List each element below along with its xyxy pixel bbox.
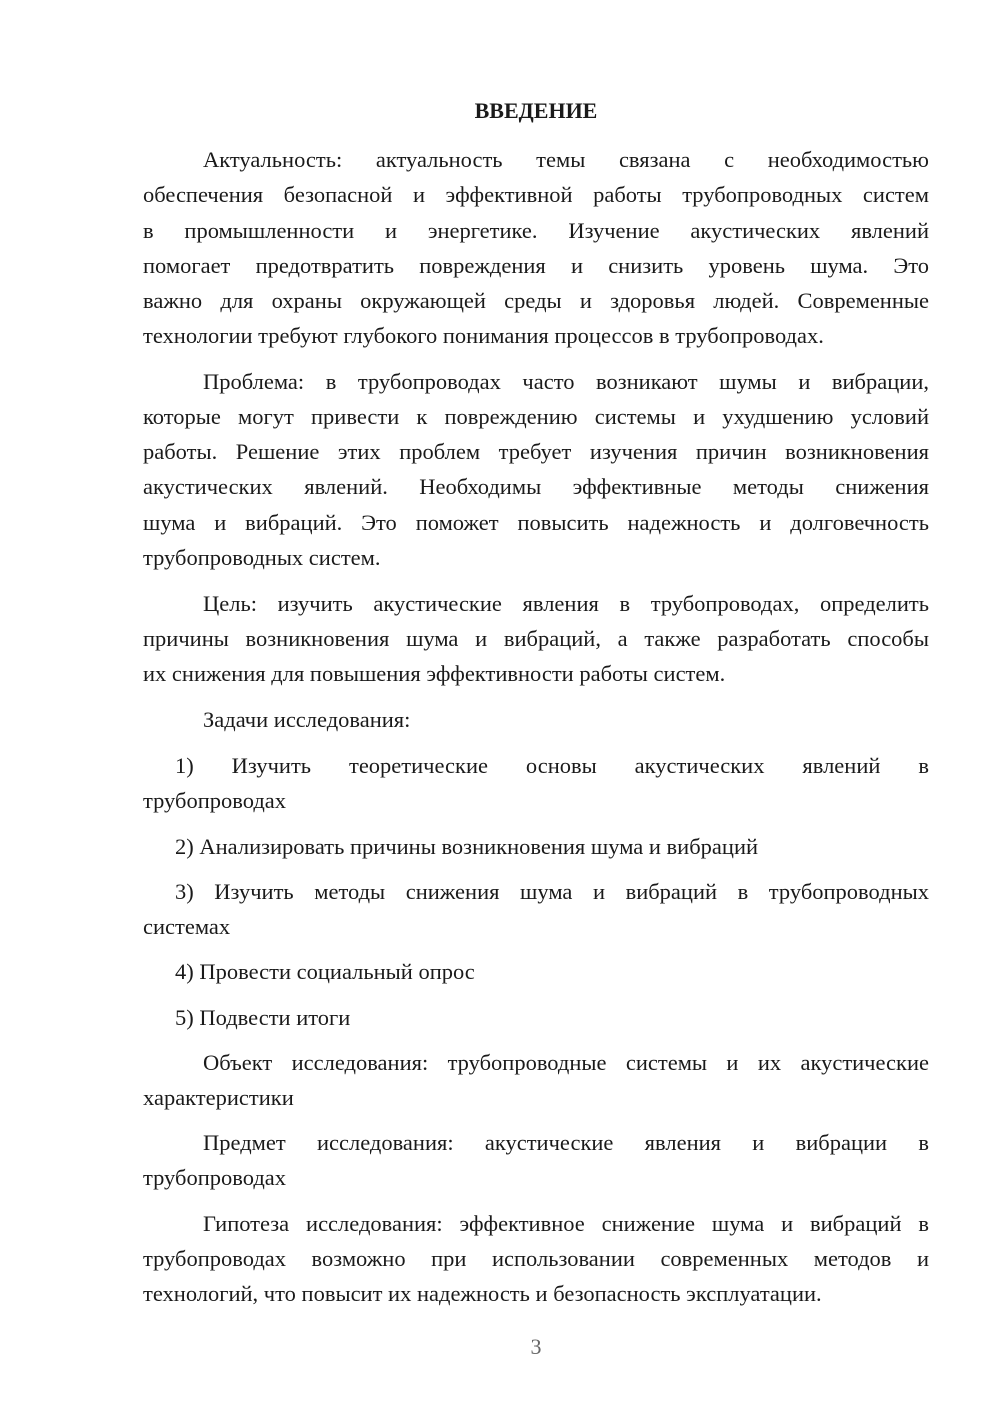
paragraph-object-line: характеристики (143, 1085, 294, 1110)
paragraph-subject-line: Предмет исследования: акустические явления и вибрации в (203, 1130, 929, 1155)
paragraph-relevance-line: помогает предотвратить повреждения и снизить уровень шума. Это (143, 253, 929, 278)
paragraph-goal-line: Цель: изучить акустические явления в трубопроводах, определить (203, 591, 929, 616)
task-item: 5) Подвести итоги (175, 1005, 351, 1030)
paragraph-goal-line: причины возникновения шума и вибраций, а также разработать способы (143, 626, 929, 651)
task-item: 4) Провести социальный опрос (175, 959, 475, 984)
paragraph-hypothesis-line: Гипотеза исследования: эффективное снижение шума и вибраций в (203, 1211, 929, 1236)
task-item: 2) Анализировать причины возникновения шума и вибраций (175, 834, 759, 859)
paragraph-problem-line: акустических явлений. Необходимы эффективные методы снижения (143, 474, 929, 499)
paragraph-relevance-line: Актуальность: актуальность темы связана с необходимостью (203, 147, 929, 172)
paragraph-hypothesis-line: технологий, что повысит их надежность и безопасность эксплуатации. (143, 1281, 822, 1306)
paragraph-hypothesis-line: трубопроводах возможно при использовании современных методов и (143, 1246, 929, 1271)
tasks-heading: Задачи исследования: (203, 707, 411, 732)
paragraph-relevance-line: технологии требуют глубокого понимания процессов в трубопроводах. (143, 323, 824, 348)
paragraph-problem-line: Проблема: в трубопроводах часто возникают шумы и вибрации, (203, 369, 929, 394)
section-heading: ВВЕДЕНИЕ (474, 98, 598, 123)
task-item-continuation: системах (143, 914, 231, 939)
paragraph-relevance-line: важно для охраны окружающей среды и здоровья людей. Современные (143, 288, 929, 313)
paragraph-object-line: Объект исследования: трубопроводные системы и их акустические (203, 1050, 929, 1075)
paragraph-problem-line: которые могут привести к повреждению системы и ухудшению условий (143, 404, 929, 429)
task-item: 1) Изучить теоретические основы акустических явлений в (175, 753, 929, 778)
paragraph-problem-line: трубопроводных систем. (143, 545, 381, 570)
task-item-continuation: трубопроводах (143, 788, 287, 813)
paragraph-problem-line: шума и вибраций. Это поможет повысить надежность и долговечность (143, 510, 929, 535)
paragraph-relevance-line: в промышленности и энергетике. Изучение акустических явлений (143, 218, 929, 243)
paragraph-relevance-line: обеспечения безопасной и эффективной работы трубопроводных систем (143, 182, 929, 207)
paragraph-problem-line: работы. Решение этих проблем требует изучения причин возникновения (143, 439, 929, 464)
paragraph-subject-line: трубопроводах (143, 1165, 287, 1190)
task-item: 3) Изучить методы снижения шума и вибраций в трубопроводных (175, 879, 929, 904)
paragraph-goal-line: их снижения для повышения эффективности работы систем. (143, 661, 726, 686)
page-number: 3 (530, 1334, 542, 1359)
